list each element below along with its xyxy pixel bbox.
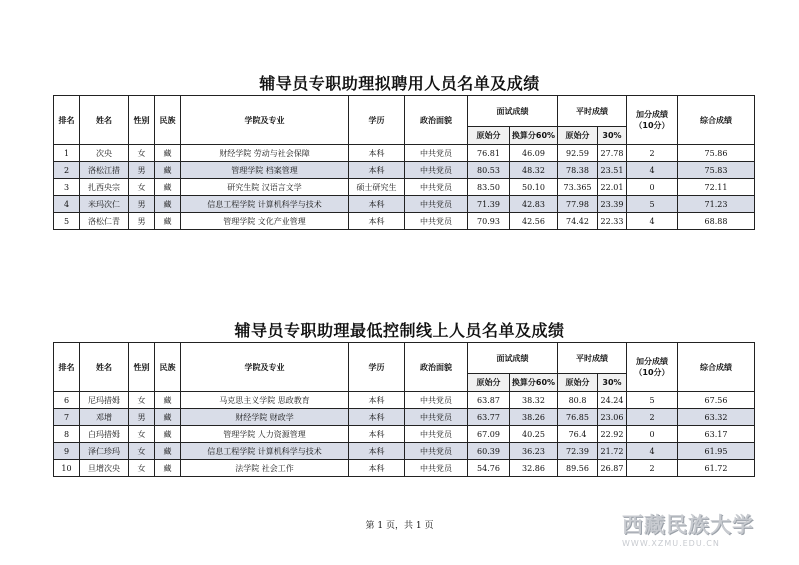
cell-interview-converted: 42.56 (510, 213, 558, 230)
cell-education: 本科 (349, 426, 405, 443)
cell-gender: 男 (129, 409, 155, 426)
cell-rank: 7 (54, 409, 80, 426)
cell-name: 洛松江措 (80, 162, 129, 179)
header-interview-score: 面试成绩 (468, 343, 558, 374)
cell-rank: 10 (54, 460, 80, 477)
cell-gender: 女 (129, 426, 155, 443)
cell-name: 泽仁珍玛 (80, 443, 129, 460)
table-row (54, 443, 755, 460)
header-regular-raw: 原始分 (558, 374, 598, 392)
cell-rank: 1 (54, 145, 80, 162)
cell-name: 旦增次央 (80, 460, 129, 477)
cell-regular-30pct: 24.24 (598, 392, 627, 409)
cell-regular-30pct: 23.39 (598, 196, 627, 213)
cell-regular-30pct: 27.78 (598, 145, 627, 162)
header-regular-score: 平时成绩 (558, 343, 627, 374)
header-total: 综合成绩 (678, 96, 755, 145)
header-college-major: 学院及专业 (181, 96, 349, 145)
cell-interview-converted: 42.83 (510, 196, 558, 213)
score-table-1 (53, 95, 755, 230)
cell-gender: 女 (129, 460, 155, 477)
header-regular-raw: 原始分 (558, 127, 598, 145)
cell-college-major: 管理学院 人力资源管理 (181, 426, 349, 443)
cell-education: 本科 (349, 196, 405, 213)
header-college-major: 学院及专业 (181, 343, 349, 392)
cell-total: 75.83 (678, 162, 755, 179)
cell-bonus: 5 (627, 196, 678, 213)
cell-total: 63.32 (678, 409, 755, 426)
cell-rank: 8 (54, 426, 80, 443)
table-row (54, 145, 755, 162)
table-row (54, 392, 755, 409)
watermark-url: WWW.XZMU.EDU.CN (622, 539, 720, 548)
cell-college-major: 法学院 社会工作 (181, 460, 349, 477)
cell-interview-converted: 46.09 (510, 145, 558, 162)
cell-interview-raw: 71.39 (468, 196, 510, 213)
cell-interview-raw: 60.39 (468, 443, 510, 460)
header-bonus-note: （10分） (634, 368, 670, 377)
cell-total: 71.23 (678, 196, 755, 213)
cell-regular-raw: 92.59 (558, 145, 598, 162)
cell-regular-30pct: 26.87 (598, 460, 627, 477)
cell-rank: 2 (54, 162, 80, 179)
header-interview-converted: 换算分60% (510, 374, 558, 392)
watermark-logo-text: 西藏民族大学 (622, 513, 754, 537)
cell-political-status: 中共党员 (405, 392, 468, 409)
header-interview-raw: 原始分 (468, 127, 510, 145)
header-interview-converted: 换算分60% (510, 127, 558, 145)
cell-total: 68.88 (678, 213, 755, 230)
cell-bonus: 5 (627, 392, 678, 409)
university-watermark (622, 512, 792, 558)
cell-regular-30pct: 21.72 (598, 443, 627, 460)
cell-political-status: 中共党员 (405, 409, 468, 426)
cell-political-status: 中共党员 (405, 213, 468, 230)
table-1-title: 辅导员专职助理拟聘用人员名单及成绩 (259, 74, 540, 93)
cell-bonus: 0 (627, 179, 678, 196)
cell-political-status: 中共党员 (405, 179, 468, 196)
table-row (54, 196, 755, 213)
header-gender: 性别 (129, 343, 155, 392)
cell-interview-converted: 38.26 (510, 409, 558, 426)
cell-education: 本科 (349, 409, 405, 426)
cell-political-status: 中共党员 (405, 145, 468, 162)
cell-total: 61.95 (678, 443, 755, 460)
cell-total: 75.86 (678, 145, 755, 162)
cell-gender: 男 (129, 196, 155, 213)
cell-political-status: 中共党员 (405, 196, 468, 213)
header-ethnicity: 民族 (155, 96, 181, 145)
header-bonus-note: （10分） (634, 121, 670, 130)
header-rank: 排名 (54, 96, 80, 145)
cell-gender: 女 (129, 443, 155, 460)
cell-regular-30pct: 23.06 (598, 409, 627, 426)
cell-gender: 男 (129, 213, 155, 230)
cell-interview-raw: 63.77 (468, 409, 510, 426)
cell-regular-30pct: 22.33 (598, 213, 627, 230)
header-bonus (627, 96, 678, 145)
cell-gender: 女 (129, 179, 155, 196)
cell-regular-30pct: 23.51 (598, 162, 627, 179)
header-regular-30pct: 30% (598, 374, 627, 392)
page-footer: 第 1 页，共 1 页 (365, 521, 434, 531)
cell-total: 72.11 (678, 179, 755, 196)
cell-education: 本科 (349, 392, 405, 409)
table-2-title: 辅导员专职助理最低控制线上人员名单及成绩 (234, 321, 565, 340)
table-row (54, 460, 755, 477)
cell-gender: 女 (129, 145, 155, 162)
header-name: 姓名 (80, 343, 129, 392)
cell-political-status: 中共党员 (405, 162, 468, 179)
cell-ethnicity: 藏 (155, 392, 181, 409)
cell-name: 扎西央宗 (80, 179, 129, 196)
header-bonus-label: 加分成绩 (636, 110, 668, 119)
cell-ethnicity: 藏 (155, 213, 181, 230)
cell-regular-raw: 72.39 (558, 443, 598, 460)
cell-college-major: 信息工程学院 计算机科学与技术 (181, 196, 349, 213)
header-gender: 性别 (129, 96, 155, 145)
cell-name: 白玛措姆 (80, 426, 129, 443)
cell-interview-raw: 80.53 (468, 162, 510, 179)
cell-total: 67.56 (678, 392, 755, 409)
cell-education: 本科 (349, 460, 405, 477)
cell-college-major: 财经学院 劳动与社会保障 (181, 145, 349, 162)
score-table-2 (53, 342, 755, 477)
cell-regular-raw: 76.4 (558, 426, 598, 443)
cell-total: 61.72 (678, 460, 755, 477)
cell-interview-converted: 36.23 (510, 443, 558, 460)
cell-bonus: 2 (627, 460, 678, 477)
cell-name: 米玛次仁 (80, 196, 129, 213)
cell-rank: 3 (54, 179, 80, 196)
cell-ethnicity: 藏 (155, 460, 181, 477)
cell-college-major: 研究生院 汉语言文学 (181, 179, 349, 196)
cell-regular-raw: 77.98 (558, 196, 598, 213)
cell-regular-raw: 76.85 (558, 409, 598, 426)
header-bonus (627, 343, 678, 392)
cell-interview-converted: 40.25 (510, 426, 558, 443)
header-interview-raw: 原始分 (468, 374, 510, 392)
header-political-status: 政治面貌 (405, 343, 468, 392)
cell-interview-raw: 83.50 (468, 179, 510, 196)
header-interview-score: 面试成绩 (468, 96, 558, 127)
cell-regular-30pct: 22.01 (598, 179, 627, 196)
header-education: 学历 (349, 96, 405, 145)
cell-ethnicity: 藏 (155, 145, 181, 162)
cell-regular-raw: 89.56 (558, 460, 598, 477)
cell-name: 次央 (80, 145, 129, 162)
cell-ethnicity: 藏 (155, 162, 181, 179)
cell-education: 硕士研究生 (349, 179, 405, 196)
cell-rank: 5 (54, 213, 80, 230)
cell-ethnicity: 藏 (155, 426, 181, 443)
header-regular-30pct: 30% (598, 127, 627, 145)
header-bonus-label: 加分成绩 (636, 357, 668, 366)
cell-regular-raw: 73.365 (558, 179, 598, 196)
cell-regular-raw: 80.8 (558, 392, 598, 409)
header-political-status: 政治面貌 (405, 96, 468, 145)
cell-bonus: 2 (627, 409, 678, 426)
table-row (54, 426, 755, 443)
cell-interview-raw: 67.09 (468, 426, 510, 443)
cell-bonus: 2 (627, 145, 678, 162)
cell-interview-raw: 54.76 (468, 460, 510, 477)
header-name: 姓名 (80, 96, 129, 145)
cell-regular-raw: 78.38 (558, 162, 598, 179)
cell-interview-raw: 76.81 (468, 145, 510, 162)
cell-regular-30pct: 22.92 (598, 426, 627, 443)
header-row (54, 96, 755, 127)
cell-education: 本科 (349, 213, 405, 230)
header-rank: 排名 (54, 343, 80, 392)
cell-interview-converted: 32.86 (510, 460, 558, 477)
table-row (54, 409, 755, 426)
cell-college-major: 信息工程学院 计算机科学与技术 (181, 443, 349, 460)
header-ethnicity: 民族 (155, 343, 181, 392)
cell-gender: 男 (129, 162, 155, 179)
cell-political-status: 中共党员 (405, 460, 468, 477)
header-education: 学历 (349, 343, 405, 392)
cell-interview-converted: 38.32 (510, 392, 558, 409)
cell-ethnicity: 藏 (155, 443, 181, 460)
cell-interview-converted: 50.10 (510, 179, 558, 196)
cell-college-major: 管理学院 档案管理 (181, 162, 349, 179)
cell-bonus: 0 (627, 426, 678, 443)
cell-political-status: 中共党员 (405, 426, 468, 443)
table-row (54, 213, 755, 230)
cell-ethnicity: 藏 (155, 179, 181, 196)
header-regular-score: 平时成绩 (558, 96, 627, 127)
cell-ethnicity: 藏 (155, 196, 181, 213)
cell-bonus: 4 (627, 443, 678, 460)
cell-interview-converted: 48.32 (510, 162, 558, 179)
table-row (54, 162, 755, 179)
cell-rank: 4 (54, 196, 80, 213)
cell-education: 本科 (349, 443, 405, 460)
cell-education: 本科 (349, 162, 405, 179)
cell-political-status: 中共党员 (405, 443, 468, 460)
cell-interview-raw: 70.93 (468, 213, 510, 230)
table-row (54, 179, 755, 196)
header-total: 综合成绩 (678, 343, 755, 392)
cell-college-major: 财经学院 财政学 (181, 409, 349, 426)
cell-bonus: 4 (627, 213, 678, 230)
cell-bonus: 4 (627, 162, 678, 179)
header-row (54, 343, 755, 374)
cell-name: 邓增 (80, 409, 129, 426)
cell-regular-raw: 74.42 (558, 213, 598, 230)
cell-education: 本科 (349, 145, 405, 162)
cell-ethnicity: 藏 (155, 409, 181, 426)
cell-total: 63.17 (678, 426, 755, 443)
cell-college-major: 马克思主义学院 思政教育 (181, 392, 349, 409)
cell-gender: 女 (129, 392, 155, 409)
cell-name: 尼玛措姆 (80, 392, 129, 409)
cell-rank: 6 (54, 392, 80, 409)
cell-college-major: 管理学院 文化产业管理 (181, 213, 349, 230)
cell-name: 洛松仁青 (80, 213, 129, 230)
cell-rank: 9 (54, 443, 80, 460)
cell-interview-raw: 63.87 (468, 392, 510, 409)
